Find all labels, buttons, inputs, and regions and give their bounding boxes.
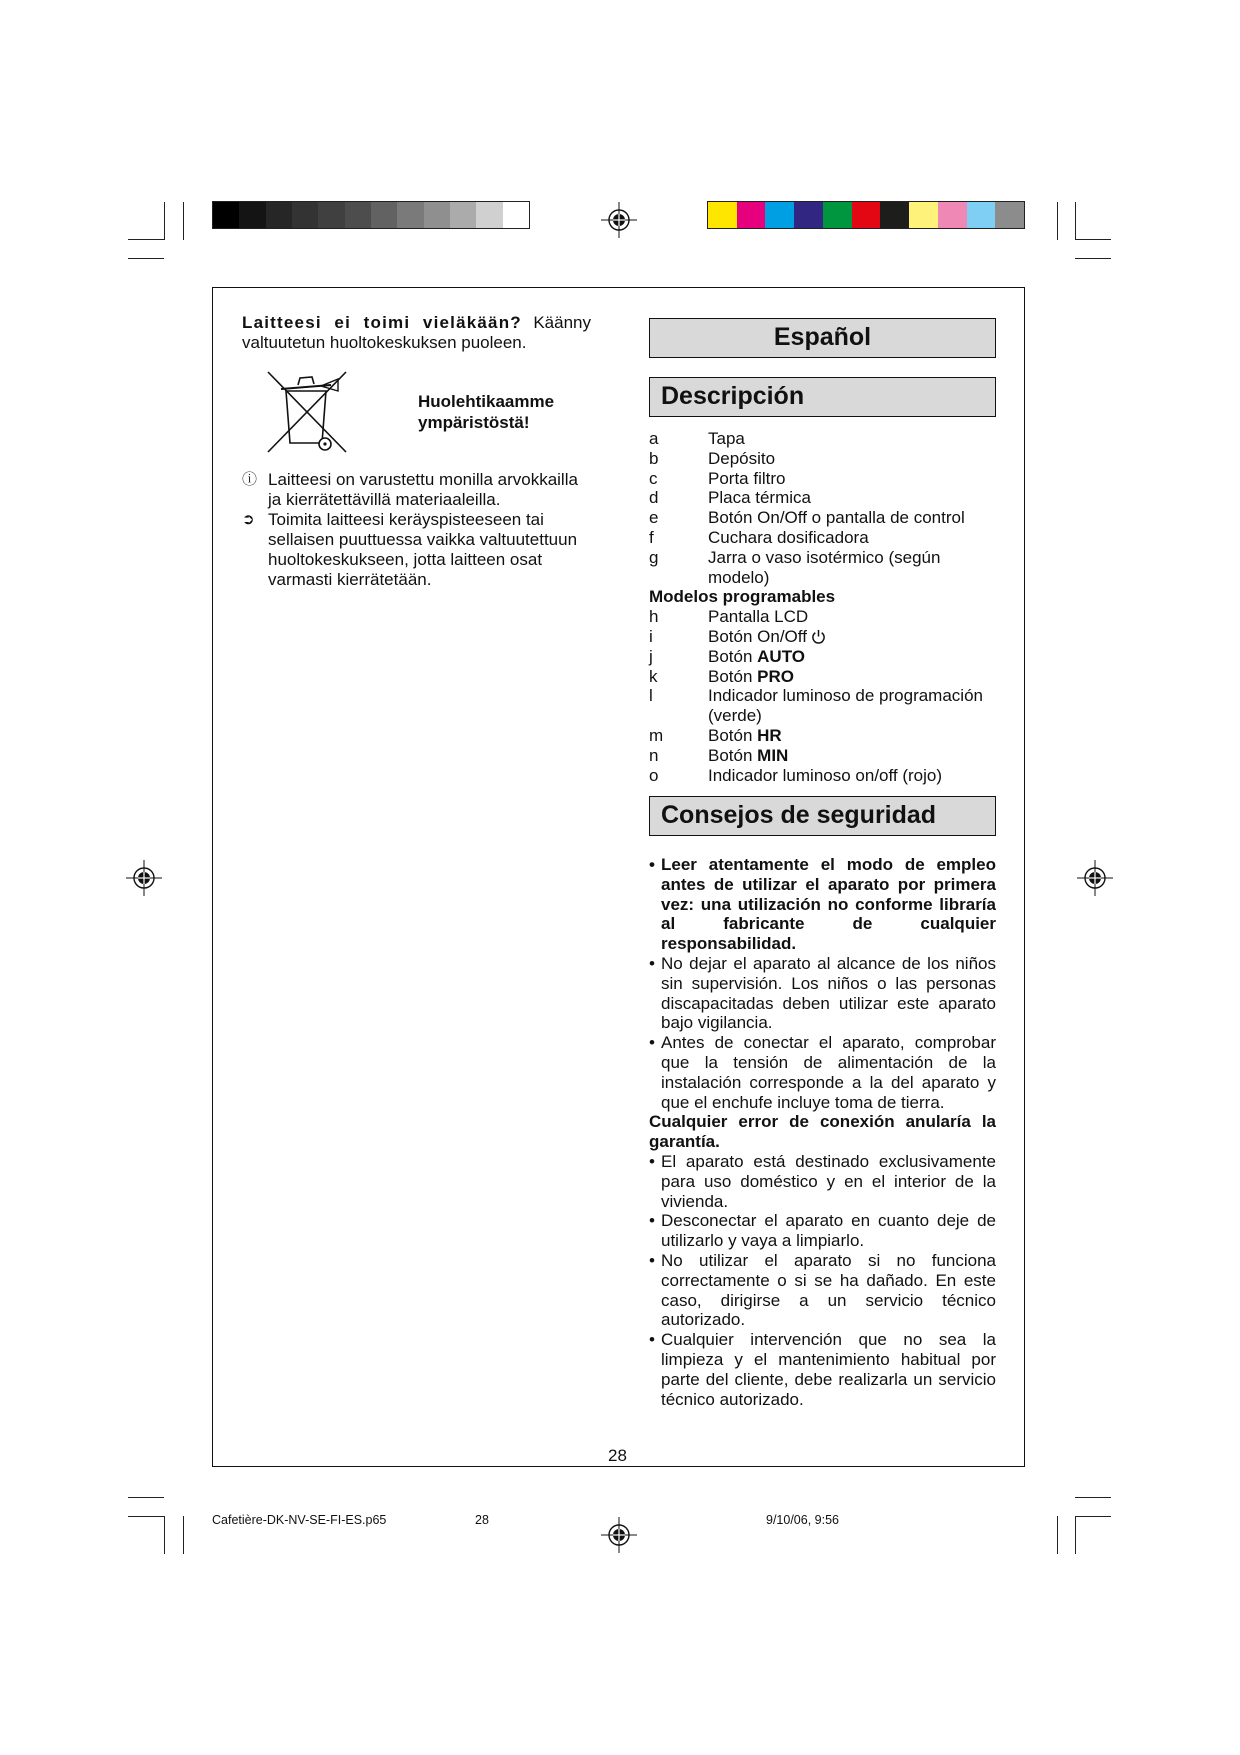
- crop-mark: [1075, 1497, 1111, 1498]
- color-swatch: [708, 202, 737, 228]
- safety-item: • Antes de conectar el aparato, comprobar que la tensión de alimentación de la instalación corresponde a la del aparato y que el enchufe incluye toma de tierra.: [649, 1033, 996, 1112]
- safety-item: • Desconectar el aparato en cuanto deje de utilizarlo y vaya a limpiarlo.: [649, 1211, 996, 1251]
- item-key: a: [649, 429, 659, 448]
- list-item: [649, 667, 999, 687]
- list-item: [649, 726, 999, 746]
- item-value: Tapa: [708, 429, 745, 448]
- footer-filename: Cafetière-DK-NV-SE-FI-ES.p65: [212, 1513, 387, 1527]
- list-item: [649, 508, 999, 528]
- programmable-models-title: Modelos programables: [649, 587, 836, 607]
- color-swatch: [909, 202, 938, 228]
- item-key: o: [649, 765, 659, 785]
- finnish-list: [242, 470, 594, 590]
- item-value: Jarra o vaso isotérmico (según modelo): [708, 547, 941, 587]
- item-value: Indicador luminoso on/off (rojo): [708, 765, 943, 785]
- item-value: Placa térmica: [708, 488, 811, 508]
- color-swatch: [266, 202, 292, 228]
- item-value: Indicador luminoso de programación (verde): [708, 686, 983, 726]
- list-item: [242, 510, 594, 590]
- arrow-icon: ➲: [242, 511, 255, 528]
- list-item: [649, 469, 999, 489]
- crop-mark: [183, 1516, 184, 1554]
- item-key: f: [649, 527, 654, 547]
- description-list: [649, 429, 999, 785]
- item-key: k: [649, 666, 658, 686]
- item-value: Botón On/Off: [708, 627, 999, 647]
- crop-mark: [1075, 258, 1111, 259]
- crop-mark: [1075, 202, 1076, 240]
- item-key: j: [649, 646, 653, 666]
- color-swatch: [823, 202, 852, 228]
- crop-mark: [128, 1516, 164, 1517]
- item-text: Laitteesi on varustettu monilla arvokkailla ja kierrätettävillä materiaaleilla.: [268, 470, 578, 509]
- crop-mark: [128, 258, 164, 259]
- item-key: g: [649, 547, 659, 567]
- description-title-box: [649, 377, 996, 417]
- list-item: [649, 528, 999, 548]
- list-item: [649, 686, 999, 726]
- item-value: Depósito: [708, 448, 776, 468]
- list-item: [649, 746, 999, 766]
- item-text: Toimita laitteesi keräyspisteeseen tai sellaisen puuttuessa vaikka valtuutettuun huoltokeskukseen, jotta laitteen osat varmasti kierrätetään.: [268, 510, 578, 589]
- page-number: 28: [608, 1446, 627, 1465]
- language-title-box: [649, 318, 996, 358]
- item-value: Botón AUTO: [708, 646, 806, 666]
- warranty-warning: Cualquier error de conexión anularía la garantía.: [649, 1112, 996, 1152]
- item-key: c: [649, 468, 658, 488]
- crop-mark: [128, 239, 164, 240]
- safety-item: • Cualquier intervención que no sea la limpieza y el mantenimiento habitual por parte del cliente, debe realizarla un servicio técnico autorizado.: [649, 1330, 996, 1409]
- registration-mark-icon: [126, 860, 162, 896]
- list-item: [649, 488, 999, 508]
- item-value: Cuchara dosificadora: [708, 527, 869, 547]
- color-swatch: [794, 202, 823, 228]
- registration-mark-icon: [601, 202, 637, 238]
- safety-item: • No utilizar el aparato si no funciona correctamente o si se ha dañado. En este caso, dirigirse a un servicio técnico autorizado.: [649, 1250, 996, 1330]
- color-swatch: [292, 202, 318, 228]
- footer-date: 9/10/06, 9:56: [766, 1513, 839, 1527]
- safety-title: Consejos de seguridad: [661, 801, 937, 829]
- color-swatch: [995, 202, 1024, 228]
- color-swatch: [345, 202, 371, 228]
- list-item: [649, 607, 999, 627]
- color-calibration-bar: [707, 201, 1025, 229]
- description-title: Descripción: [661, 382, 805, 410]
- item-value: Porta filtro: [708, 468, 786, 488]
- item-key: d: [649, 488, 659, 508]
- item-key: l: [649, 686, 653, 706]
- crop-mark: [128, 1497, 164, 1498]
- item-value: Pantalla LCD: [708, 607, 809, 627]
- crop-mark: [164, 202, 165, 240]
- safety-item: • El aparato está destinado exclusivamente para uso doméstico y en el interior de la vivienda.: [649, 1151, 996, 1211]
- item-key: h: [649, 607, 659, 627]
- crop-mark: [1075, 239, 1111, 240]
- crop-mark: [164, 1516, 165, 1554]
- crop-mark: [183, 202, 184, 240]
- gray-calibration-bar: [212, 201, 530, 229]
- info-icon: ⓘ: [242, 471, 258, 488]
- safety-item: • No dejar el aparato al alcance de los niños sin supervisión. Los niños o las personas discapacitadas deben utilizar este aparato bajo vigilancia.: [649, 953, 996, 1033]
- item-value: Botón HR: [708, 725, 782, 745]
- color-swatch: [450, 202, 476, 228]
- color-swatch: [371, 202, 397, 228]
- safety-title-box: [649, 796, 996, 836]
- color-swatch: [737, 202, 766, 228]
- registration-mark-icon: [601, 1517, 637, 1553]
- list-item: [649, 627, 999, 647]
- list-item: [242, 470, 594, 510]
- item-key: n: [649, 745, 659, 765]
- finnish-heading: Laitteesi ei toimi vieläkään? Käänny valtuutetun huoltokeskuksen puoleen.: [242, 313, 591, 352]
- item-key: i: [649, 626, 653, 646]
- color-swatch: [967, 202, 996, 228]
- registration-mark-icon: [1077, 860, 1113, 896]
- item-key: m: [649, 725, 664, 745]
- crop-mark: [1057, 202, 1058, 240]
- list-item: [649, 766, 999, 786]
- env-line: ympäristöstä!: [418, 413, 530, 432]
- item-key: b: [649, 448, 659, 468]
- color-swatch: [765, 202, 794, 228]
- language-title: Español: [773, 323, 872, 351]
- footer-page: 28: [475, 1513, 489, 1527]
- environment-note: [418, 391, 578, 433]
- list-item: [649, 449, 999, 469]
- list-item: [649, 647, 999, 667]
- item-value: Botón On/Off o pantalla de control: [708, 508, 965, 528]
- crop-mark: [1075, 1516, 1076, 1554]
- color-swatch: [852, 202, 881, 228]
- item-value: Botón MIN: [708, 745, 789, 765]
- list-item: [649, 548, 999, 588]
- color-swatch: [318, 202, 344, 228]
- item-key: e: [649, 508, 659, 528]
- crossed-bin-icon: [264, 369, 350, 455]
- color-swatch: [424, 202, 450, 228]
- safety-item: • Leer atentamente el modo de empleo antes de utilizar el aparato por primera vez: una utilización no conforme libraría al fabricante de cualquier responsabilidad.: [649, 855, 996, 954]
- crop-mark: [1057, 1516, 1058, 1554]
- color-swatch: [239, 202, 265, 228]
- color-swatch: [397, 202, 423, 228]
- item-value: Botón PRO: [708, 666, 794, 686]
- list-item: [649, 429, 999, 449]
- color-swatch: [476, 202, 502, 228]
- color-swatch: [938, 202, 967, 228]
- env-line: Huolehtikaamme: [418, 392, 555, 411]
- crop-mark: [1075, 1516, 1111, 1517]
- color-swatch: [880, 202, 909, 228]
- power-icon: [811, 629, 826, 644]
- color-swatch: [213, 202, 239, 228]
- color-swatch: [503, 202, 529, 228]
- safety-list: [649, 855, 996, 1409]
